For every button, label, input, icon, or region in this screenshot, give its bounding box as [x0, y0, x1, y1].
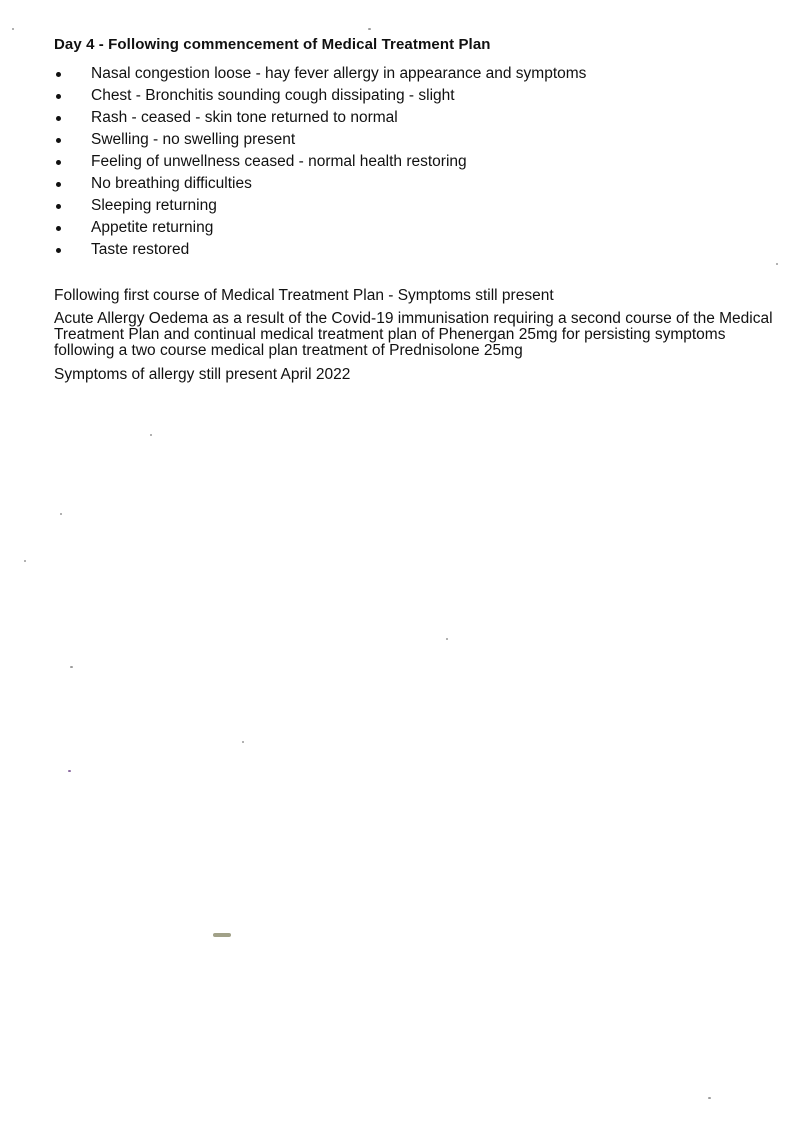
scan-smudge [213, 933, 231, 937]
list-item [54, 107, 586, 129]
list-item-text: No breathing difficulties [91, 175, 252, 192]
list-item-text: Nasal congestion loose - hay fever allergy in appearance and symptoms [91, 65, 587, 82]
list-item [54, 151, 586, 173]
scan-speck [12, 28, 14, 30]
list-item-text: Feeling of unwellness ceased - normal health restoring [91, 153, 467, 170]
list-item-text: Rash - ceased - skin tone returned to normal [91, 109, 398, 126]
symptom-list [54, 63, 586, 261]
bullet-icon [56, 226, 61, 231]
scan-speck [70, 666, 73, 668]
scan-speck [446, 638, 448, 640]
bullet-icon [56, 72, 61, 77]
bullet-icon [56, 160, 61, 165]
list-item [54, 85, 586, 107]
scan-speck [368, 28, 371, 30]
list-item [54, 217, 586, 239]
list-item [54, 239, 586, 261]
list-item-text: Taste restored [91, 241, 190, 258]
list-item-text: Swelling - no swelling present [91, 131, 296, 148]
bullet-icon [56, 204, 61, 209]
scan-speck [776, 263, 778, 265]
list-item [54, 129, 586, 151]
bullet-icon [56, 248, 61, 253]
section-heading: Day 4 - Following commencement of Medical Treatment Plan [54, 36, 491, 53]
list-item-text: Sleeping returning [91, 197, 217, 214]
paragraph-acute-allergy: Acute Allergy Oedema as a result of the Covid-19 immunisation requiring a second course of the Medical Treatment Plan and continual medical treatment plan of Phenergan 25mg for persisting symptoms following a two course medical plan treatment of Prednisolone 25mg [54, 310, 773, 359]
list-item-text: Appetite returning [91, 219, 214, 236]
scan-speck [68, 770, 71, 772]
list-item [54, 195, 586, 217]
scan-speck [150, 434, 152, 436]
scan-speck [24, 560, 26, 562]
paragraph-symptoms-still-present: Symptoms of allergy still present April 2022 [54, 366, 351, 383]
list-item [54, 173, 586, 195]
list-item [54, 63, 586, 85]
scan-speck [708, 1097, 711, 1099]
scan-speck [60, 513, 62, 515]
paragraph-first-course: Following first course of Medical Treatment Plan - Symptoms still present [54, 287, 554, 304]
bullet-icon [56, 182, 61, 187]
scan-speck [242, 741, 244, 743]
list-item-text: Chest - Bronchitis sounding cough dissipating - slight [91, 87, 455, 104]
bullet-icon [56, 116, 61, 121]
bullet-icon [56, 94, 61, 99]
bullet-icon [56, 138, 61, 143]
